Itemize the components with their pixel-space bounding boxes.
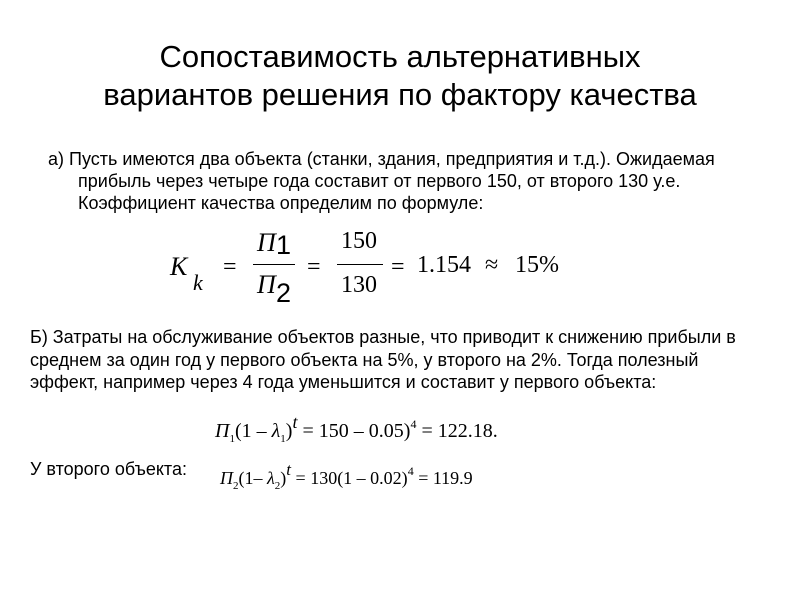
numerator-value: 150 bbox=[341, 228, 377, 254]
equals-1: = bbox=[291, 468, 311, 488]
equals-sign-2: = bbox=[307, 254, 321, 280]
second-result: 119.9 bbox=[432, 468, 473, 488]
equals-sign-1: = bbox=[223, 254, 237, 280]
first-object-formula bbox=[215, 412, 498, 445]
open-paren: (1 – bbox=[234, 420, 272, 442]
equals-1: = bbox=[297, 420, 319, 442]
first-result: 122.18. bbox=[437, 420, 498, 442]
profit-index: 2 bbox=[233, 480, 239, 492]
lambda-index: 1 bbox=[280, 433, 286, 445]
lhs-subscript: k bbox=[193, 270, 203, 295]
percent-result: 15% bbox=[515, 252, 559, 278]
slide-title bbox=[0, 38, 800, 114]
denominator-symbol: П bbox=[257, 270, 276, 299]
exponent-t: t bbox=[286, 460, 292, 479]
numerator-index: 1 bbox=[276, 230, 292, 260]
second-object-formula bbox=[220, 460, 473, 492]
lhs-symbol: K bbox=[170, 252, 188, 281]
denominator-value: 130 bbox=[341, 272, 377, 298]
denominator-index: 2 bbox=[276, 278, 292, 308]
open-paren: (1– bbox=[238, 468, 267, 488]
lambda-symbol: λ bbox=[267, 468, 275, 488]
expression-exponent: 4 bbox=[407, 464, 414, 478]
part-a-paragraph: а) Пусть имеются два объекта (станки, здания, предприятия и т.д.). Ожидаемая прибыль через четыре года составит от первого 150, от второго 130 у.е. Коэффициент качества определим по формуле: bbox=[48, 149, 715, 213]
fraction-bar-1 bbox=[253, 264, 295, 265]
title-line-1: Сопоставимость альтернативных bbox=[159, 39, 641, 74]
numerator-symbol: П bbox=[257, 228, 276, 257]
equals-2: = bbox=[413, 468, 433, 488]
expression: 150 – 0.05) bbox=[318, 420, 411, 442]
lambda-index: 2 bbox=[274, 480, 281, 492]
title-line-2: вариантов решения по фактору качества bbox=[103, 77, 697, 112]
close-paren: ) bbox=[280, 468, 287, 488]
equals-2: = bbox=[416, 420, 438, 442]
fraction-bar-2 bbox=[337, 264, 383, 265]
profit-index: 1 bbox=[229, 433, 235, 445]
second-object-label: У второго объекта: bbox=[30, 459, 187, 479]
expression-exponent: 4 bbox=[410, 417, 417, 431]
equals-sign-3: = bbox=[391, 254, 405, 280]
profit-symbol: П bbox=[220, 468, 233, 488]
quality-coefficient-formula bbox=[165, 224, 585, 308]
exponent-t: t bbox=[292, 412, 298, 432]
coefficient-result: 1.154 bbox=[417, 252, 471, 278]
profit-symbol: П bbox=[215, 420, 230, 442]
part-b-paragraph: Б) Затраты на обслуживание объектов разные, что приводит к снижению прибыли в среднем за один год у первого объекта на 5%, у второго на 2%. Тогда полезный эффект, например через 4 года уменьшится и составит у первого объекта: bbox=[30, 327, 736, 392]
approx-sign: ≈ bbox=[485, 252, 499, 278]
expression: 130(1 – 0.02) bbox=[310, 468, 408, 488]
close-paren: ) bbox=[285, 420, 293, 442]
lambda-symbol: λ bbox=[271, 420, 281, 442]
